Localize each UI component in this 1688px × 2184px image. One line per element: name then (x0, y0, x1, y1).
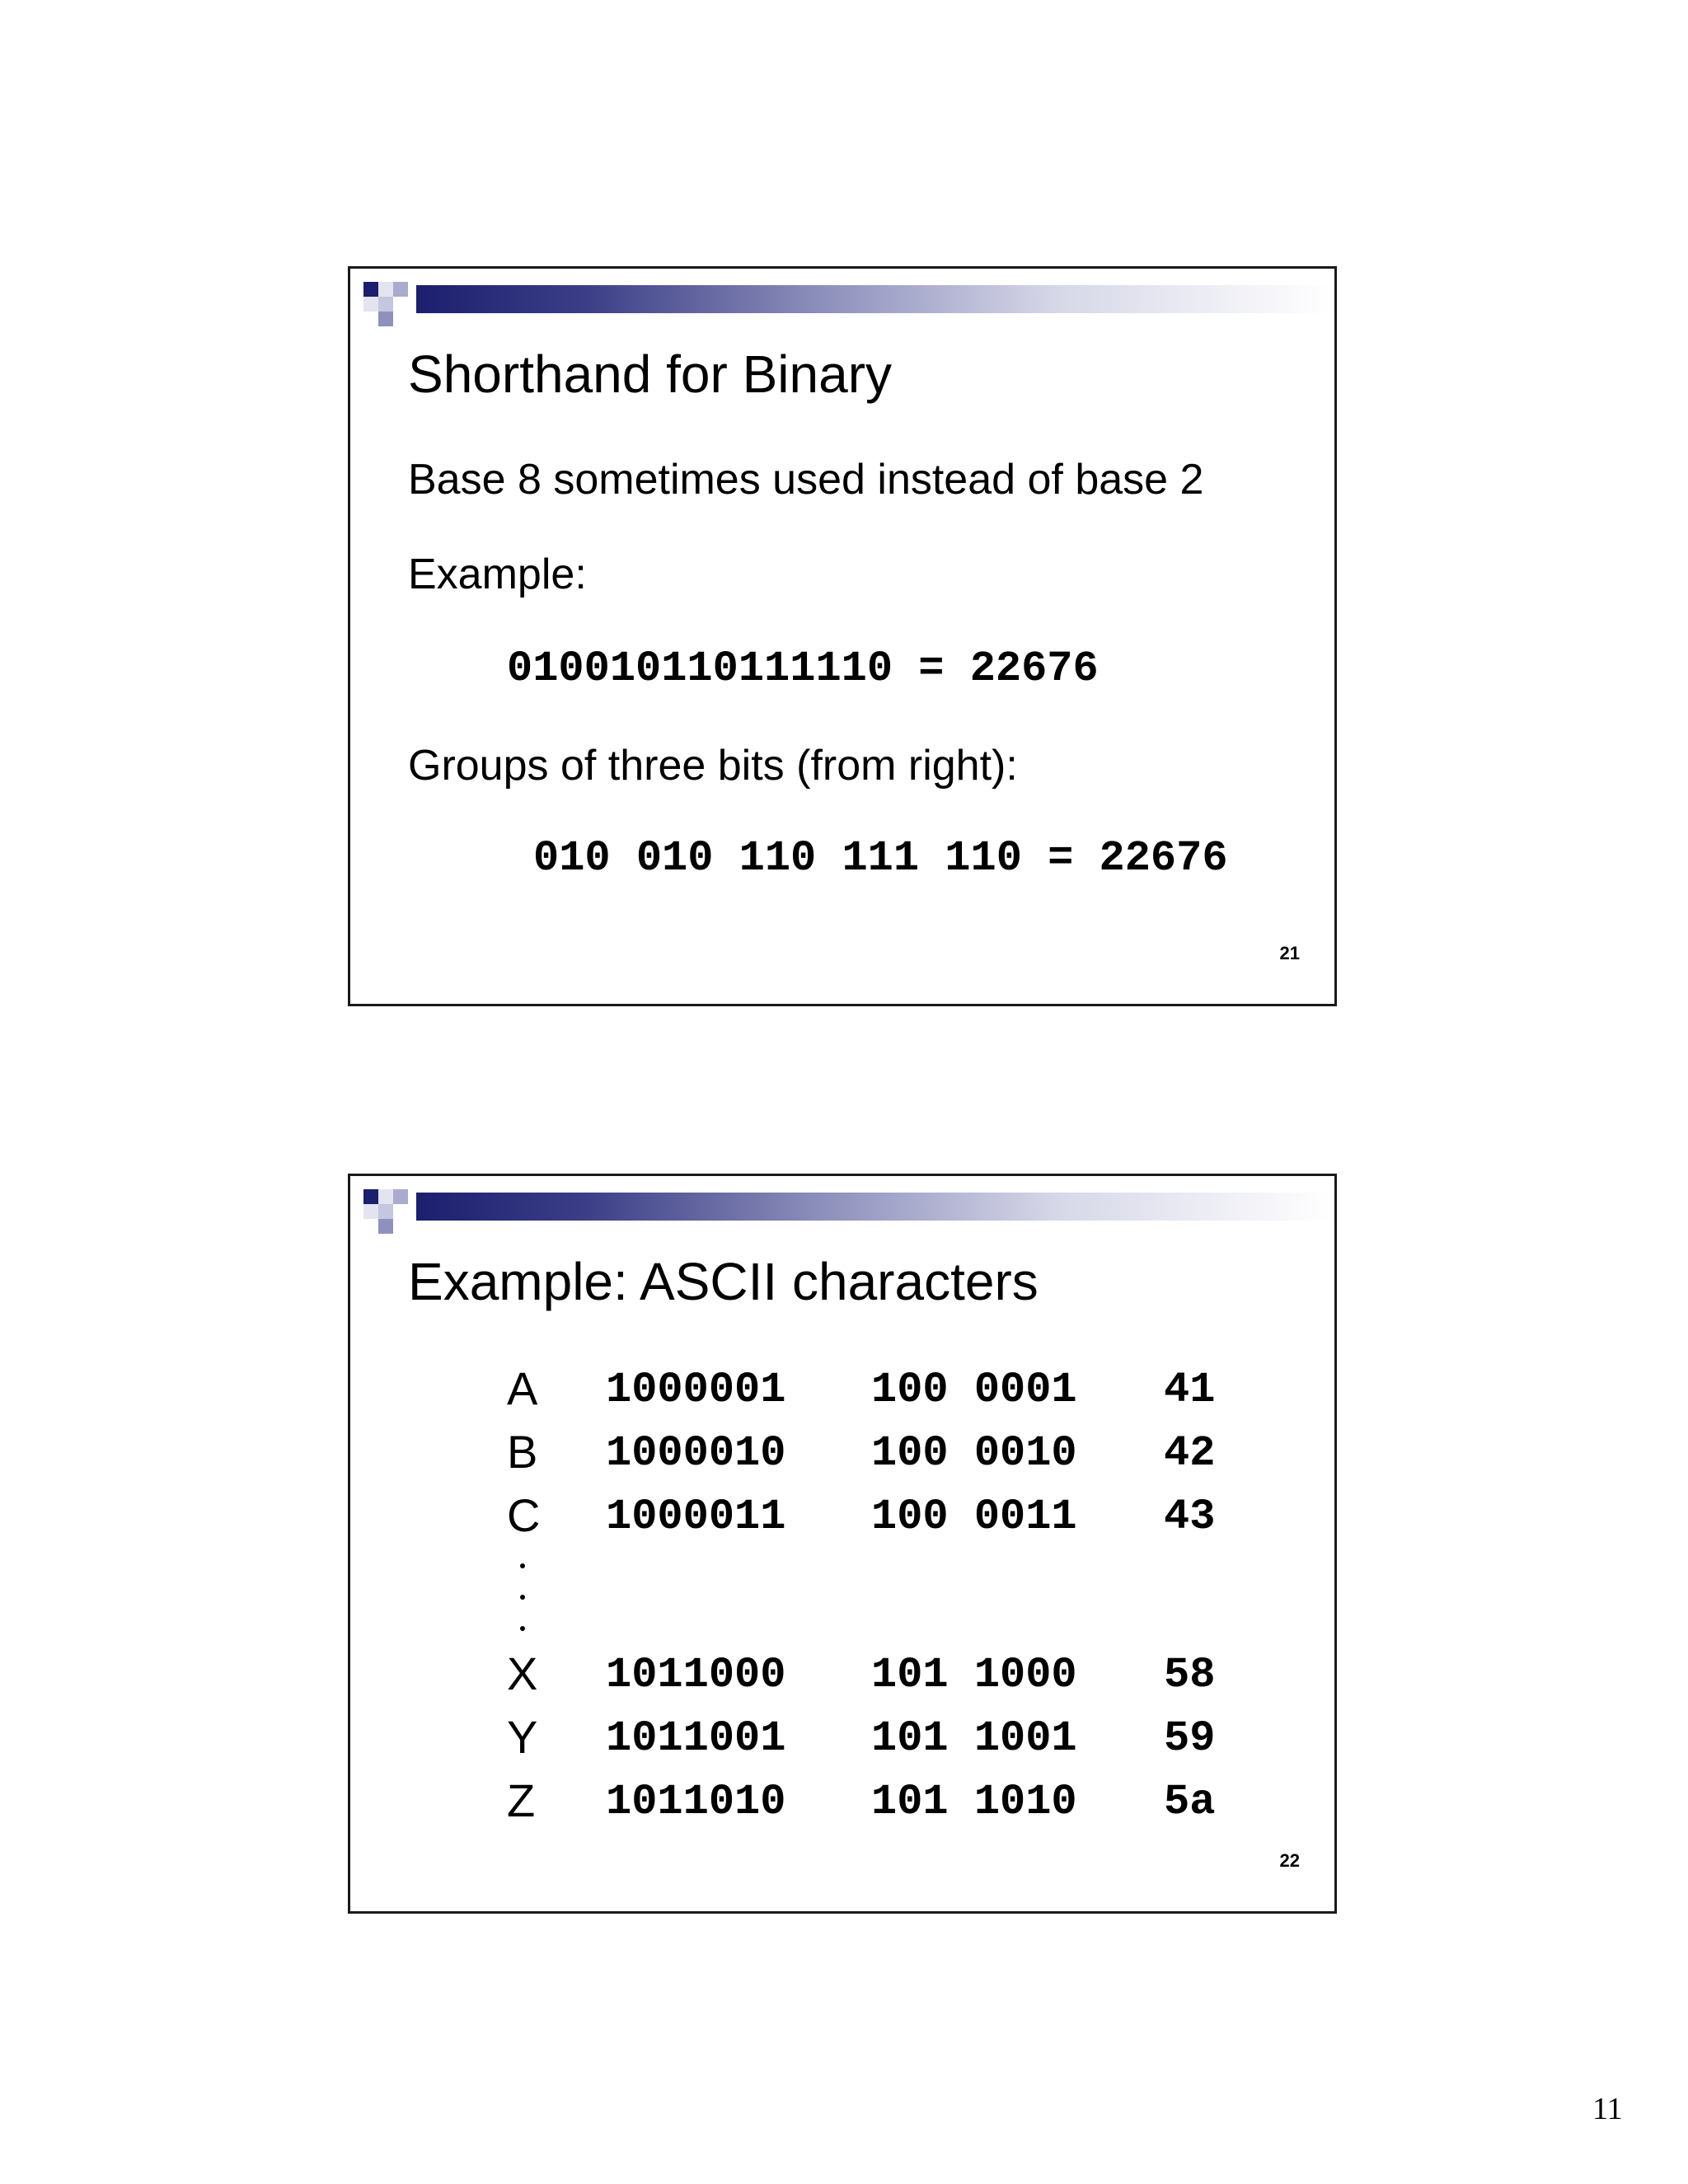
slide-text: Base 8 sometimes used instead of base 2 (408, 456, 1204, 504)
decor-square (393, 1189, 408, 1204)
slide-text: Groups of three bits (from right): (408, 742, 1018, 790)
ascii-row (350, 1647, 1339, 1702)
ascii-hex: 41 (1164, 1366, 1216, 1414)
ascii-binary: 1011010 (606, 1778, 786, 1826)
decor-square (378, 297, 393, 312)
page-number: 11 (1592, 2092, 1623, 2126)
slide-22 (348, 1174, 1337, 1914)
decor-square (378, 1219, 393, 1234)
decor-square (363, 297, 378, 312)
decor-square (363, 282, 378, 297)
slide-21 (348, 266, 1337, 1006)
ascii-grouped: 100 0010 (871, 1429, 1077, 1478)
ascii-char: Z (507, 1774, 536, 1826)
slide-number: 21 (1279, 943, 1300, 963)
ellipsis-dot (520, 1626, 525, 1631)
ascii-char: X (507, 1647, 538, 1699)
ascii-row (350, 1489, 1339, 1544)
slide-header-decoration (350, 1176, 1339, 1242)
decor-square (378, 1204, 393, 1219)
ascii-grouped: 100 0001 (871, 1366, 1077, 1414)
ascii-binary: 1011001 (606, 1714, 786, 1763)
slide-title: Shorthand for Binary (408, 344, 892, 404)
decor-square (378, 312, 393, 326)
ascii-binary: 1000001 (606, 1366, 786, 1414)
ascii-grouped: 101 1010 (871, 1778, 1077, 1826)
slide-title: Example: ASCII characters (408, 1252, 1039, 1311)
ascii-hex: 5a (1164, 1778, 1216, 1826)
ascii-binary: 1000011 (606, 1493, 786, 1541)
ascii-hex: 58 (1164, 1651, 1216, 1699)
decor-square (393, 282, 408, 297)
binary-example: 010010110111110 = 22676 (507, 644, 1099, 693)
ascii-row (350, 1362, 1339, 1417)
ascii-char: C (507, 1489, 541, 1541)
ascii-char: Y (507, 1711, 538, 1763)
decor-square (363, 1204, 378, 1219)
grouped-bits-example: 010 010 110 111 110 = 22676 (533, 834, 1228, 883)
ascii-grouped: 101 1001 (871, 1714, 1077, 1763)
ellipsis-dot (520, 1563, 525, 1568)
ascii-char: B (507, 1426, 538, 1478)
decor-gradient-bar (416, 285, 1331, 313)
slide-number: 22 (1279, 1850, 1300, 1871)
decor-square (363, 1189, 378, 1204)
ellipsis-dot (520, 1595, 525, 1600)
ascii-hex: 42 (1164, 1429, 1216, 1478)
decor-square (378, 1189, 393, 1204)
slide-text: Example: (408, 551, 587, 598)
decor-gradient-bar (416, 1193, 1331, 1221)
ascii-hex: 59 (1164, 1714, 1216, 1763)
ascii-char: A (507, 1362, 538, 1414)
slide-header-decoration (350, 269, 1339, 335)
ascii-binary: 1011000 (606, 1651, 786, 1699)
decor-square (378, 282, 393, 297)
ascii-grouped: 101 1000 (871, 1651, 1077, 1699)
ascii-row (350, 1711, 1339, 1765)
ascii-row (350, 1426, 1339, 1480)
ascii-hex: 43 (1164, 1493, 1216, 1541)
ascii-row (350, 1774, 1339, 1829)
ascii-binary: 1000010 (606, 1429, 786, 1478)
ascii-grouped: 100 0011 (871, 1493, 1077, 1541)
